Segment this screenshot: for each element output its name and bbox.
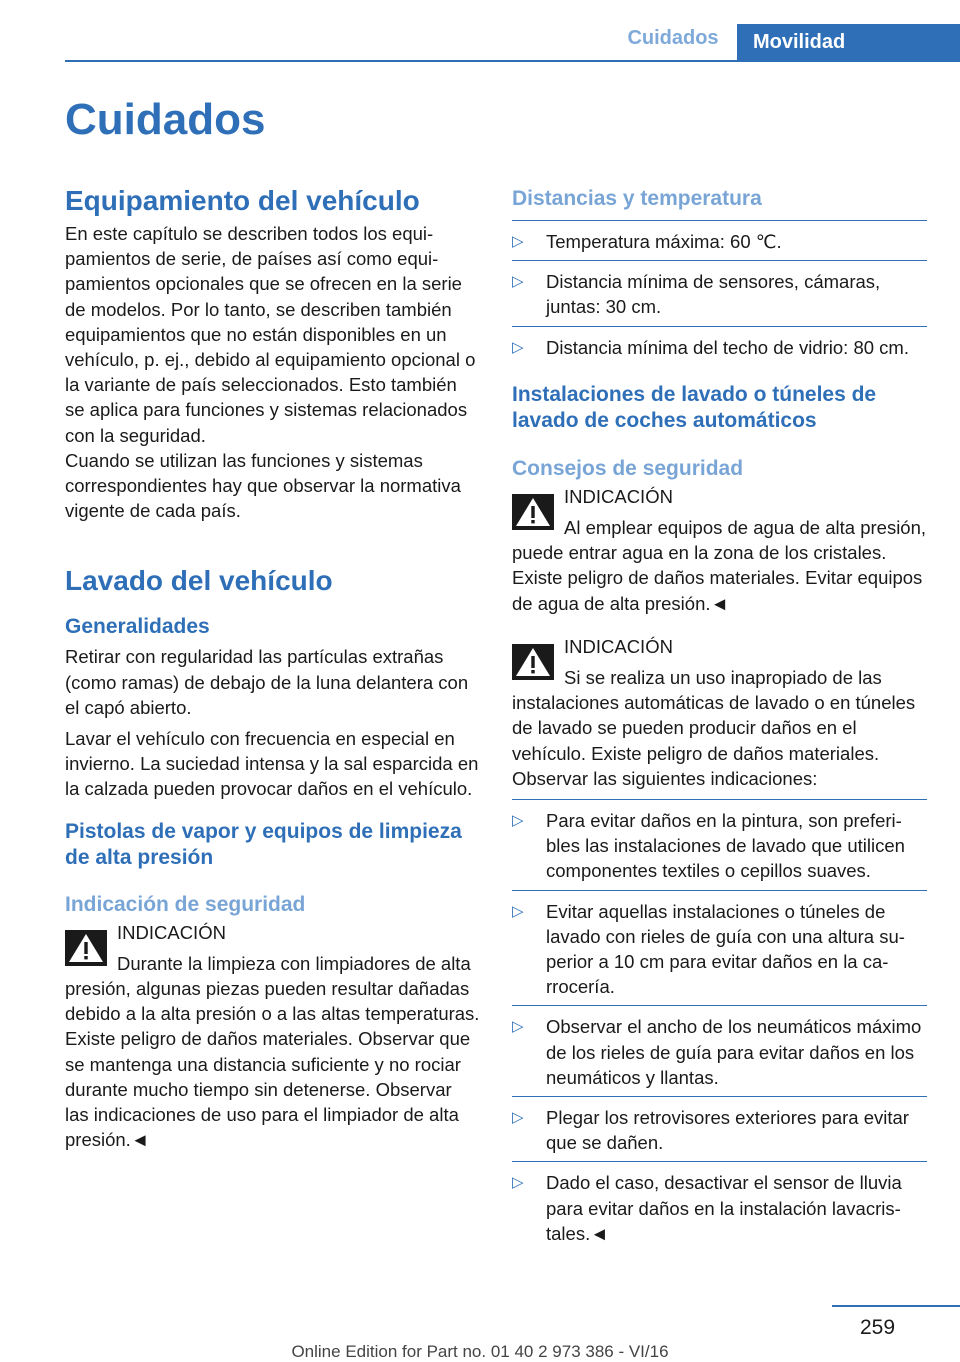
- list-item: [512, 220, 927, 254]
- bullet-icon: ▷: [512, 233, 524, 250]
- note-label: INDICACIÓN: [564, 485, 673, 507]
- list-item-text: Distancia mínima del techo de vidrio: 80 cm.: [546, 336, 909, 358]
- page-title: Cuidados: [65, 95, 266, 144]
- left-column: [65, 183, 480, 1152]
- paragraph-equipamiento-2: Cuando se utilizan las funciones y sistemas correspondientes hay que observar la normativa vigente de cada país.: [65, 449, 461, 522]
- note-label: INDICACIÓN: [564, 635, 673, 657]
- heading-equipamiento: Equipamiento del vehículo: [65, 185, 420, 216]
- note-text: Al emplear equipos de agua de alta presión, puede entrar agua en la zona de los cristales. Existe peligro de daños materiales. Evitar equipos de agua de alta presión.◄: [512, 517, 927, 614]
- list-item-text: Observar el ancho de los neumáticos máximo de los rieles de guía para evitar daños en los neumáticos y llantas.: [546, 1016, 922, 1088]
- bullet-icon: ▷: [512, 902, 524, 920]
- note-text: Durante la limpieza con limpiadores de alta presión, algunas piezas pueden resultar dañadas debido a la alta presión o a las altas temperaturas. Existe peligro de daños materiales. Observar que se mantenga una distancia suficiente y no rociar durante mucho tiempo sin detenerse. Observar las indicaciones de uso para el limpiador de alta presión.◄: [65, 952, 480, 1151]
- paragraph-generalidades-2: Lavar el vehículo con frecuencia en especial en invierno. La suciedad intensa y la sal esparcida en la calzada pueden provocar daños en el vehículo.: [65, 728, 479, 800]
- warning-note: [512, 484, 927, 616]
- list-item-text: Distancia mínima de sensores, cámaras, juntas: 30 cm.: [546, 271, 881, 318]
- bullet-icon: ▷: [512, 1018, 524, 1036]
- heading-indicacion-seguridad: Indicación de seguridad: [65, 892, 306, 916]
- note-label: INDICACIÓN: [117, 921, 226, 943]
- heading-consejos: Consejos de seguridad: [512, 456, 744, 480]
- list-item: [512, 1005, 927, 1090]
- bullet-icon: ▷: [512, 1174, 524, 1192]
- tab-movilidad[interactable]: Movilidad: [737, 24, 960, 62]
- list-item: [512, 890, 927, 1000]
- warning-note: [512, 634, 927, 791]
- instalaciones-list: [512, 799, 927, 1246]
- list-item-text: Plegar los retrovisores exteriores para evitar que se dañen.: [546, 1107, 909, 1154]
- list-item-text: Dado el caso, desactivar el sensor de lluvia para evitar daños en la instalación lavacristales.◄: [546, 1172, 902, 1244]
- bullet-icon: ▷: [512, 338, 524, 356]
- list-item: [512, 799, 927, 884]
- heading-pistolas: Pistolas de vapor y equipos de limpieza de alta presión: [65, 819, 462, 869]
- warning-icon: [512, 494, 554, 530]
- footer-rule: [832, 1305, 960, 1307]
- list-item: [512, 1096, 927, 1155]
- distancias-list: [512, 220, 927, 360]
- page-number: 259: [860, 1316, 896, 1339]
- list-item-text: Para evitar daños en la pintura, son preferibles las instalaciones de lavado que utilicen componentes textiles o cepillos suaves.: [546, 810, 905, 882]
- paragraph-generalidades-1: Retirar con regularidad las partículas extrañas (como ramas) de debajo de la luna delantera con el capó abierto.: [65, 646, 469, 718]
- tab-cuidados[interactable]: Cuidados: [627, 27, 719, 49]
- paragraph-equipamiento-1: En este capítulo se describen todos los equipamientos de serie, de países así como equipamientos opcionales que se ofrecen en la serie de modelos. Por lo tanto, se describen también equipamientos que no están disponibles en un vehículo, p. ej., debido al equipamiento opcional o la variante de país seleccionados. Esto también se aplica para funciones y sistemas relacionados con la seguridad.: [65, 223, 476, 446]
- header-rule: [65, 60, 960, 62]
- list-item-text: Temperatura máxima: 60 ℃.: [546, 231, 782, 252]
- list-item-text: Evitar aquellas instalaciones o túneles de lavado con rieles de guía con una altura superior a 10 cm para evitar daños en la carrocería.: [546, 900, 905, 998]
- bullet-icon: ▷: [512, 273, 524, 291]
- footer-edition: Online Edition for Part no. 01 40 2 973 386 - VI/16: [291, 1342, 669, 1361]
- heading-distancias: Distancias y temperatura: [512, 187, 762, 210]
- warning-icon: [512, 644, 554, 680]
- list-item: [512, 1161, 927, 1246]
- list-item: [512, 260, 927, 319]
- heading-lavado: Lavado del vehículo: [65, 565, 333, 597]
- bullet-icon: ▷: [512, 1109, 524, 1127]
- warning-icon: [65, 930, 107, 966]
- right-column: [512, 183, 927, 1246]
- note-text: Si se realiza un uso inapropiado de las instalaciones automáticas de lavado o en túneles de lavado se pueden producir daños en el vehículo. Existe peligro de daños materiales. Observar las siguientes indicaciones:: [512, 667, 916, 789]
- bullet-icon: ▷: [512, 812, 524, 830]
- heading-generalidades: Generalidades: [65, 615, 210, 639]
- heading-instalaciones: Instalaciones de lavado o túneles de lavado de coches automáticos: [512, 382, 877, 432]
- list-item: [512, 326, 927, 360]
- warning-note: [65, 920, 480, 1153]
